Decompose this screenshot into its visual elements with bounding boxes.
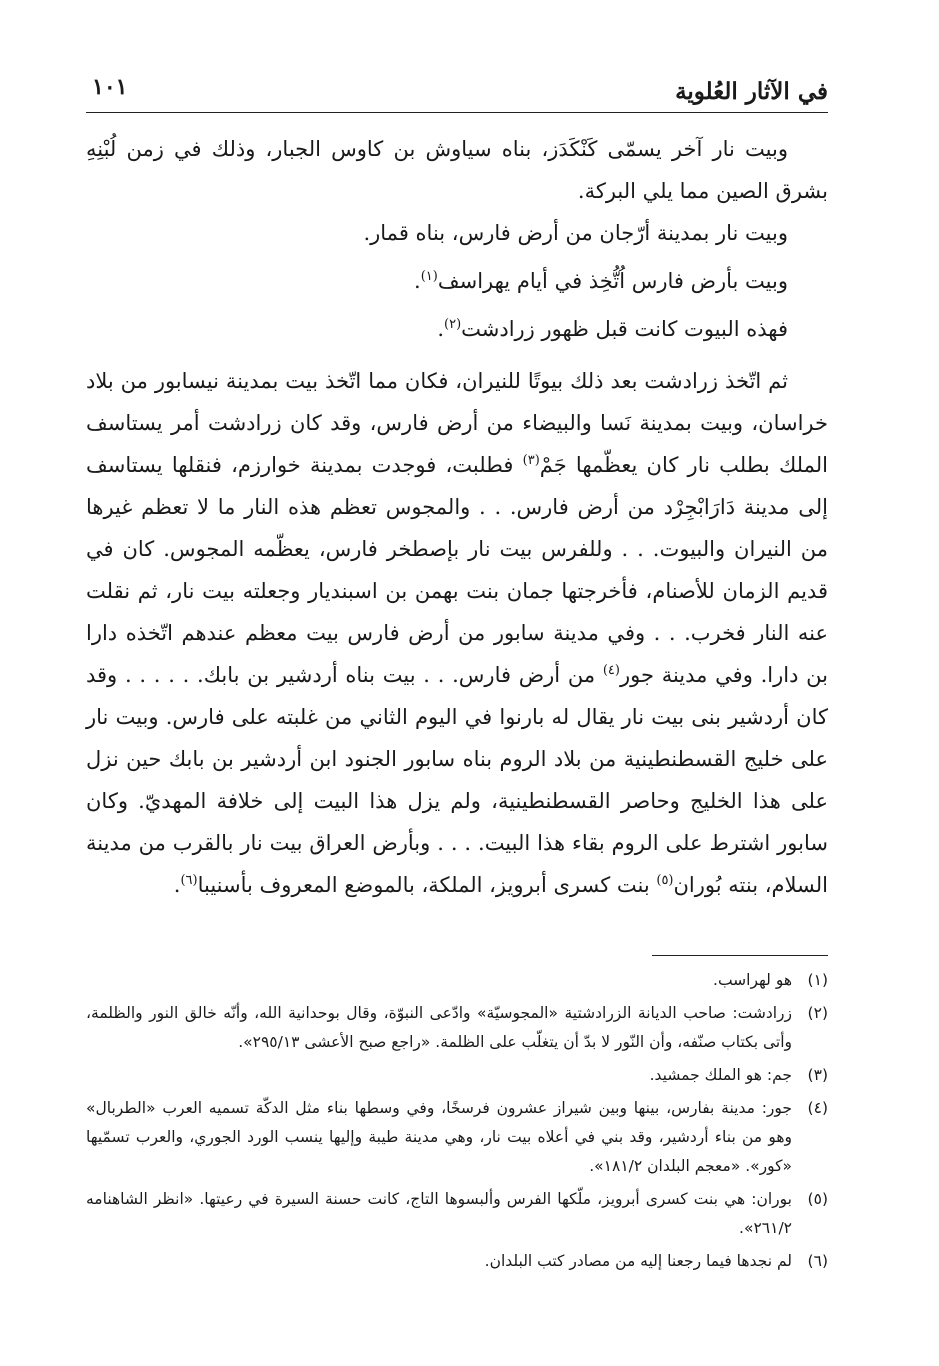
footnote-1 [86,966,828,995]
page-header [86,72,828,113]
footnote-6 [86,1247,828,1276]
paragraph-end: . [173,873,181,897]
footnote-number: (٢) [807,1004,828,1022]
footnote-text: زرادشت: صاحب الديانة الزرادشتية «المجوسيّة» وادّعى النبوّة، وقال بوحدانية الله، وأنّه خالق النور والظلمة، وأتى بكتاب صنّفه، وأن النّور لا بدّ أن يتغلّب على الظلمة. «راجع صبح الأعشى ٢٩٥/١٣». [86,1004,792,1051]
paragraph-part-a: ثم اتّخذ زرادشت بعد ذلك بيوتًا للنيران، فكان مما اتّخذ بيت بمدينة نيسابور من بلاد خراسان، وبيت بمدينة نَسا والبيضاء من أرض فارس، وقد كان زرادشت أمر يستاسف الملك بطلب نار كان يعظّمها جَمْ [86,369,828,477]
footnote-text: جم: هو الملك جمشيد. [649,1066,792,1084]
footnote-4 [86,1094,828,1181]
footnote-2 [86,999,828,1057]
footnote-ref-3[interactable]: (٣) [522,453,540,468]
footnote-separator [652,955,828,956]
paragraph-part-d: بنت كسرى أبرويز، الملكة، بالموضع المعروف بأسنيبا [197,873,657,897]
footnote-number: (٤) [807,1099,828,1117]
line-before-zoroaster [86,308,828,356]
footnote-number: (١) [807,971,828,989]
footnote-number: (٣) [807,1066,828,1084]
page-number: ١٠١ [92,74,128,100]
paragraph-fire-house-kankadaz: وبيت نار آخر يسمّى كَنْكَدَز، بناه سياوش بن كاوس الجبار، وذلك في زمن لُبْنِهِ بشرق الصين مما يلي البركة. [86,137,828,203]
paragraph-part-c: من أرض فارس. . . بيت بناه أردشير بن بابك. . . . . . وقد كان أردشير بنى بيت نار يقال له بارنوا في اليوم الثاني من غلبته على فارس. وبيت نار على خليج القسطنطينية من بلاد الروم بناه سابور الجنود ابن أردشير بن بابك حين نزل على هذا الخليج وحاصر القسطنطينية، ولم يزل هذا البيت إلى خلافة المهديّ. وكان سابور اشترط على الروم بقاء هذا البيت. . . . وبأرض العراق بيت نار بالقرب من مدينة السلام، بنته بُوران [86,663,828,897]
footnote-text: هو لهراسب. [713,971,792,989]
paragraph-part-b: فطلبت، فوجدت بمدينة خوارزم، فنقلها يستاسف إلى مدينة دَارَابْجِرْد من أرض فارس. . . والمجوس تعظم هذه النار ما لا تعظم غيرها من النيران والبيوت. . . وللفرس بيت نار بإصطخر فارس، يعظّمه المجوس. كان في قديم الزمان للأصنام، فأخرجتها جمان بنت بهمن بن اسبنديار وجعلته بيت نار، ثم نقلت عنه النار فخرب. . . وفي مدينة سابور من أرض فارس بيت معظم عندهم اتّخذه دارا بن دارا. وفي مدينة جور [86,453,828,687]
footnote-number: (٥) [807,1190,828,1208]
footnote-number: (٦) [807,1252,828,1270]
paragraph-zoroaster-fire-houses [86,360,828,906]
line-fars-house-end: . [414,269,421,293]
footnote-5 [86,1185,828,1243]
running-title: في الآثار العُلوية [675,78,828,105]
line-before-zoroaster-text: فهذه البيوت كانت قبل ظهور زرادشت [461,317,788,341]
line-fars-house-text: وبيت بأرض فارس اُتُّخِذ في أيام يهراسف [437,269,788,293]
line-before-zoroaster-end: . [437,317,444,341]
footnotes [86,966,828,1280]
footnote-ref-2[interactable]: (٢) [444,317,462,332]
footnote-text: لم نجدها فيما رجعنا إليه من مصادر كتب البلدان. [484,1252,792,1270]
footnote-3 [86,1061,828,1090]
footnote-ref-1[interactable]: (١) [420,269,438,284]
line-fars-house [86,260,828,308]
footnote-ref-5[interactable]: (٥) [656,873,674,888]
footnote-text: جور: مدينة بفارس، بينها وبين شيراز عشرون فرسخًا، وفي وسطها بناء مثل الدكّة تسميه العرب «الطربال» وهو من بناء أردشير، وقد بني في أعلاه بيت نار، وهي مدينة طيبة وإليها ينسب الورد الجوري، والعرب تسمّيها «كور». «معجم البلدان ١٨١/٢». [86,1099,792,1175]
footnote-text: بوران: هي بنت كسرى أبرويز، ملّكها الفرس وألبسوها التاج، كانت حسنة السيرة في رعيتها. «انظر الشاهنامه ٢٦١/٢». [86,1190,792,1237]
footnote-ref-4[interactable]: (٤) [602,663,620,678]
line-arrajan: وبيت نار بمدينة أرّجان من أرض فارس، بناه قمار. [363,221,788,245]
footnote-ref-6[interactable]: (٦) [180,873,198,888]
main-text [86,128,828,906]
